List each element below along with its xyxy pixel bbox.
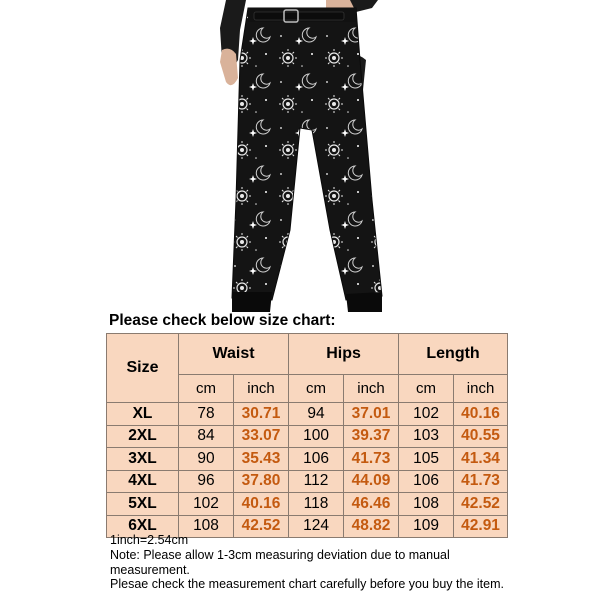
deviation-note: Note: Please allow 1-3cm measuring deviation due to manual measurement.: [110, 547, 450, 577]
waist-inch-cell: 30.71: [234, 403, 289, 426]
length-inch-cell: 40.55: [454, 425, 508, 448]
length-header: Length: [399, 334, 508, 375]
size-cell: 6XL: [107, 515, 179, 538]
table-row: [107, 425, 508, 448]
size-cell: XL: [107, 403, 179, 426]
hips-cm-cell: 100: [289, 425, 344, 448]
length-cm-cell: 105: [399, 448, 454, 471]
hips-cm-cell: 106: [289, 448, 344, 471]
unit-cm: cm: [179, 375, 234, 403]
length-inch-cell: 41.73: [454, 470, 508, 493]
unit-inch: inch: [344, 375, 399, 403]
hips-cm-cell: 118: [289, 493, 344, 516]
length-cm-cell: 106: [399, 470, 454, 493]
waist-inch-cell: 42.52: [234, 515, 289, 538]
hips-cm-cell: 112: [289, 470, 344, 493]
length-cm-cell: 109: [399, 515, 454, 538]
size-cell: 4XL: [107, 470, 179, 493]
table-row: [107, 493, 508, 516]
unit-cm: cm: [399, 375, 454, 403]
size-header: Size: [107, 334, 179, 403]
waist-cm-cell: 90: [179, 448, 234, 471]
size-chart-table: [106, 333, 508, 538]
table-row: [107, 403, 508, 426]
waist-inch-cell: 33.07: [234, 425, 289, 448]
waist-cm-cell: 108: [179, 515, 234, 538]
size-cell: 2XL: [107, 425, 179, 448]
length-inch-cell: 41.34: [454, 448, 508, 471]
hips-inch-cell: 41.73: [344, 448, 399, 471]
size-chart-title: Please check below size chart:: [109, 312, 336, 329]
length-inch-cell: 42.52: [454, 493, 508, 516]
hips-inch-cell: 48.82: [344, 515, 399, 538]
unit-inch: inch: [234, 375, 289, 403]
unit-cm: cm: [289, 375, 344, 403]
waist-cm-cell: 102: [179, 493, 234, 516]
length-cm-cell: 102: [399, 403, 454, 426]
hips-inch-cell: 46.46: [344, 493, 399, 516]
table-header-row: [107, 334, 508, 375]
waist-header: Waist: [179, 334, 289, 375]
hips-header: Hips: [289, 334, 399, 375]
hips-inch-cell: 44.09: [344, 470, 399, 493]
size-notes: [110, 533, 510, 592]
size-cell: 3XL: [107, 448, 179, 471]
table-row: [107, 470, 508, 493]
length-inch-cell: 42.91: [454, 515, 508, 538]
unit-inch: inch: [454, 375, 508, 403]
length-cm-cell: 103: [399, 425, 454, 448]
hips-inch-cell: 37.01: [344, 403, 399, 426]
hips-cm-cell: 124: [289, 515, 344, 538]
conversion-note: 1inch=2.54cm: [110, 533, 189, 547]
table-row: [107, 448, 508, 471]
size-cell: 5XL: [107, 493, 179, 516]
waist-cm-cell: 96: [179, 470, 234, 493]
check-note: Plesae check the measurement chart carefully before you buy the item.: [110, 577, 504, 592]
waist-cm-cell: 84: [179, 425, 234, 448]
hips-cm-cell: 94: [289, 403, 344, 426]
waist-inch-cell: 35.43: [234, 448, 289, 471]
waist-inch-cell: 37.80: [234, 470, 289, 493]
length-inch-cell: 40.16: [454, 403, 508, 426]
waist-cm-cell: 78: [179, 403, 234, 426]
waist-inch-cell: 40.16: [234, 493, 289, 516]
length-cm-cell: 108: [399, 493, 454, 516]
hips-inch-cell: 39.37: [344, 425, 399, 448]
